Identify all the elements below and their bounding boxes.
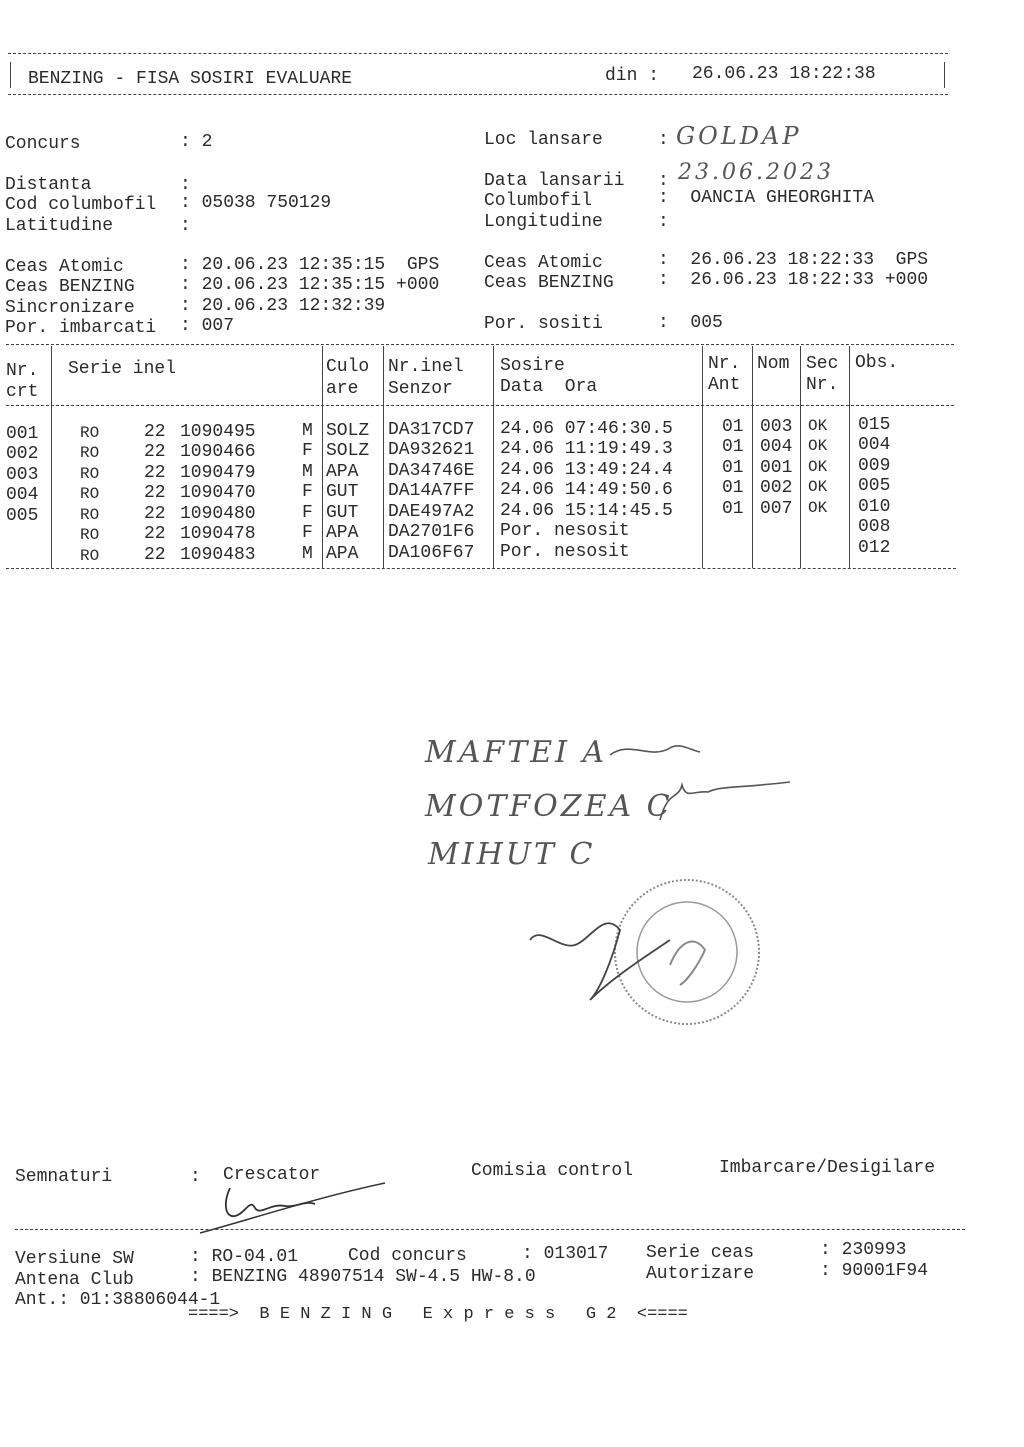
cell-culoare: GUT bbox=[326, 482, 359, 502]
latitudine-label: Latitudine bbox=[5, 216, 114, 236]
cell-inel: 1090480 bbox=[180, 504, 256, 524]
th-sec-nr: Nr. bbox=[806, 375, 839, 395]
sincronizare-label: Sincronizare bbox=[5, 298, 135, 318]
semnaturi-label: Semnaturi bbox=[15, 1167, 113, 1187]
cell-sosire: 24.06 14:49:50.6 bbox=[500, 480, 673, 500]
cell-sec: OK bbox=[808, 499, 828, 517]
data-lansarii-value: : bbox=[658, 171, 669, 191]
antena-club-value: : BENZING 48907514 SW-4.5 HW-8.0 bbox=[190, 1267, 536, 1287]
cell-nom: 004 bbox=[760, 437, 793, 457]
cell-sex: M bbox=[302, 421, 313, 441]
cell-sec: OK bbox=[808, 478, 828, 496]
por-imbarcati-value: : 007 bbox=[180, 316, 235, 336]
cell-inel: 1090483 bbox=[180, 545, 256, 565]
cell-ant: 01 bbox=[722, 437, 744, 457]
cell-nr: 004 bbox=[6, 485, 39, 505]
cell-obs: 004 bbox=[858, 435, 891, 455]
por-imbarcati-label: Por. imbarcati bbox=[5, 318, 157, 338]
comisia-control-label: Comisia control bbox=[471, 1161, 634, 1181]
cell-ant: 01 bbox=[722, 458, 744, 478]
cell-sex: F bbox=[302, 482, 313, 502]
th-obs: Obs. bbox=[855, 353, 899, 373]
cell-sosire: 24.06 15:14:45.5 bbox=[500, 501, 673, 521]
ceas-atomic-right-label: Ceas Atomic bbox=[484, 253, 603, 273]
th-serie-inel: Serie inel bbox=[68, 359, 177, 379]
cell-sex: M bbox=[302, 462, 313, 482]
latitudine-value: : bbox=[180, 216, 191, 236]
versiune-sw-value: : RO-04.01 bbox=[190, 1247, 299, 1267]
ceas-benzing-right-label: Ceas BENZING bbox=[484, 273, 614, 293]
col-sep bbox=[493, 346, 494, 568]
cell-sosire: 24.06 07:46:30.5 bbox=[500, 419, 673, 439]
distanta-label: Distanta bbox=[5, 175, 92, 195]
cell-nr: 005 bbox=[6, 506, 39, 526]
col-sep bbox=[383, 346, 384, 568]
din-value: 26.06.23 18:22:38 bbox=[692, 64, 876, 84]
cell-an: 22 bbox=[144, 545, 166, 565]
versiune-sw-label: Versiune SW bbox=[15, 1249, 134, 1269]
cell-an: 22 bbox=[144, 483, 166, 503]
cell-senzor: DAE497A2 bbox=[388, 502, 475, 522]
col-sep bbox=[702, 346, 703, 568]
cell-culoare: APA bbox=[326, 523, 359, 543]
cell-sex: M bbox=[302, 544, 313, 564]
autorizare-label: Autorizare bbox=[646, 1264, 755, 1284]
cell-sex: F bbox=[302, 503, 313, 523]
cell-obs: 008 bbox=[858, 517, 891, 537]
cod-concurs-value: : 013017 bbox=[522, 1244, 609, 1264]
th-nr-crt-2: crt bbox=[6, 382, 39, 402]
cell-culoare: APA bbox=[326, 462, 359, 482]
cell-nr: 001 bbox=[6, 424, 39, 444]
loc-lansare-handwritten: GOLDAP bbox=[676, 122, 802, 150]
antena-club-label: Antena Club bbox=[15, 1270, 134, 1290]
serie-ceas-value: : 230993 bbox=[820, 1240, 907, 1260]
signature-stroke bbox=[226, 1188, 315, 1216]
cell-tara: RO bbox=[80, 444, 100, 462]
handwritten-name: MIHUT C bbox=[428, 837, 596, 872]
cell-culoare: APA bbox=[326, 544, 359, 564]
cell-senzor: DA34746E bbox=[388, 461, 475, 481]
loc-lansare-value: : bbox=[658, 130, 669, 150]
cell-culoare: SOLZ bbox=[326, 441, 370, 461]
cell-sosire: 24.06 11:19:49.3 bbox=[500, 439, 673, 459]
ceas-atomic-right-value: : 26.06.23 18:22:33 GPS bbox=[658, 250, 929, 270]
cell-an: 22 bbox=[144, 524, 166, 544]
cell-ant: 01 bbox=[722, 417, 744, 437]
imbarcare-desigilare-label: Imbarcare/Desigilare bbox=[719, 1158, 936, 1178]
cell-culoare: GUT bbox=[326, 503, 359, 523]
cell-tara: RO bbox=[80, 526, 100, 544]
cell-an: 22 bbox=[144, 422, 166, 442]
col-sep bbox=[752, 346, 753, 568]
distanta-value: : bbox=[180, 175, 191, 195]
cell-obs: 005 bbox=[858, 476, 891, 496]
cell-sec: OK bbox=[808, 417, 828, 435]
crescator-label: Crescator bbox=[223, 1165, 321, 1185]
cell-sex: F bbox=[302, 523, 313, 543]
th-culoare: Culo bbox=[326, 357, 370, 377]
cell-tara: RO bbox=[80, 485, 100, 503]
cell-sec: OK bbox=[808, 437, 828, 455]
cell-nom: 003 bbox=[760, 417, 793, 437]
concurs-value: : 2 bbox=[180, 132, 213, 152]
header-bottom-rule bbox=[8, 94, 948, 95]
col-sep bbox=[800, 346, 801, 568]
ceas-benzing-right-value: : 26.06.23 18:22:33 +000 bbox=[658, 270, 929, 290]
footer-top-rule bbox=[15, 1229, 965, 1230]
columbofil-value: : OANCIA GHEORGHITA bbox=[658, 188, 875, 208]
th-culoare-2: are bbox=[326, 379, 359, 399]
benzing-express-banner: ====> B E N Z I N G E x p r e s s G 2 <==== bbox=[188, 1305, 688, 1324]
loc-lansare-label: Loc lansare bbox=[484, 130, 603, 150]
din-label: din : bbox=[605, 66, 660, 86]
columbofil-label: Columbofil bbox=[484, 191, 593, 211]
official-stamp bbox=[520, 870, 780, 1040]
cell-inel: 1090479 bbox=[180, 463, 256, 483]
signature-underline bbox=[200, 1183, 385, 1233]
ceas-benzing-left-label: Ceas BENZING bbox=[5, 277, 135, 297]
cell-obs: 012 bbox=[858, 538, 891, 558]
cell-sosire: Por. nesosit bbox=[500, 521, 630, 541]
ceas-atomic-left-value: : 20.06.23 12:35:15 GPS bbox=[180, 255, 440, 275]
longitudine-value: : bbox=[658, 212, 669, 232]
cell-an: 22 bbox=[144, 463, 166, 483]
serie-ceas-label: Serie ceas bbox=[646, 1243, 755, 1263]
longitudine-label: Longitudine bbox=[484, 212, 603, 232]
cell-sosire: 24.06 13:49:24.4 bbox=[500, 460, 673, 480]
cell-senzor: DA932621 bbox=[388, 440, 475, 460]
col-sep bbox=[322, 346, 323, 568]
ceas-atomic-left-label: Ceas Atomic bbox=[5, 257, 124, 277]
cod-concurs-label: Cod concurs bbox=[348, 1246, 467, 1266]
data-lansarii-label: Data lansarii bbox=[484, 171, 625, 191]
cell-sex: F bbox=[302, 441, 313, 461]
cell-senzor: DA14A7FF bbox=[388, 481, 475, 501]
handwritten-name: MOTFOZEA C bbox=[425, 789, 673, 824]
por-sositi-value: : 005 bbox=[658, 313, 723, 333]
th-nom: Nom bbox=[757, 354, 790, 374]
cell-inel: 1090470 bbox=[180, 483, 256, 503]
col-sep bbox=[51, 346, 52, 568]
col-sep bbox=[849, 346, 850, 568]
cell-obs: 010 bbox=[858, 497, 891, 517]
cell-culoare: SOLZ bbox=[326, 421, 370, 441]
cell-senzor: DA317CD7 bbox=[388, 420, 475, 440]
cell-nom: 007 bbox=[760, 499, 793, 519]
antenna-id: Ant.: 01:38806044-1 bbox=[15, 1290, 221, 1310]
th-data-ora: Data Ora bbox=[500, 377, 598, 397]
th-nr-inel: Nr.inel bbox=[388, 357, 464, 377]
cell-nom: 001 bbox=[760, 458, 793, 478]
autorizare-value: : 90001F94 bbox=[820, 1261, 929, 1281]
cell-tara: RO bbox=[80, 424, 100, 442]
data-lansarii-handwritten: 23.06.2023 bbox=[678, 160, 834, 185]
th-senzor: Senzor bbox=[388, 379, 453, 399]
th-ant: Ant bbox=[708, 375, 741, 395]
cell-inel: 1090466 bbox=[180, 442, 256, 462]
th-nr-ant: Nr. bbox=[708, 354, 741, 374]
cod-columbofil-label: Cod columbofil bbox=[5, 195, 157, 215]
signature-scribble bbox=[610, 746, 700, 755]
cell-sosire: Por. nesosit bbox=[500, 542, 630, 562]
table-bottom-rule bbox=[6, 568, 956, 569]
ceas-benzing-left-value: : 20.06.23 12:35:15 +000 bbox=[180, 275, 440, 295]
stamp-signature bbox=[530, 923, 670, 1000]
cell-nr: 002 bbox=[6, 444, 39, 464]
header-left-border bbox=[10, 62, 11, 88]
cell-inel: 1090495 bbox=[180, 422, 256, 442]
por-sositi-label: Por. sositi bbox=[484, 314, 603, 334]
name-signatures bbox=[590, 730, 800, 850]
th-sec: Sec bbox=[806, 354, 839, 374]
header-right-border bbox=[944, 62, 945, 88]
cod-columbofil-value: : 05038 750129 bbox=[180, 193, 332, 213]
cell-ant: 01 bbox=[722, 499, 744, 519]
concurs-label: Concurs bbox=[5, 134, 81, 154]
cell-tara: RO bbox=[80, 547, 100, 565]
cell-nom: 002 bbox=[760, 478, 793, 498]
cell-nr: 003 bbox=[6, 465, 39, 485]
cell-obs: 009 bbox=[858, 456, 891, 476]
cell-senzor: DA106F67 bbox=[388, 543, 475, 563]
table-header-rule bbox=[6, 405, 954, 406]
sincronizare-value: : 20.06.23 12:32:39 bbox=[180, 296, 386, 316]
signature-scribble bbox=[660, 782, 790, 820]
cell-tara: RO bbox=[80, 465, 100, 483]
cell-obs: 015 bbox=[858, 415, 891, 435]
table-top-rule bbox=[6, 344, 954, 345]
cell-senzor: DA2701F6 bbox=[388, 522, 475, 542]
th-sosire: Sosire bbox=[500, 356, 565, 376]
semnaturi-colon: : bbox=[190, 1167, 201, 1187]
cell-tara: RO bbox=[80, 506, 100, 524]
header-top-rule bbox=[8, 53, 948, 54]
cell-an: 22 bbox=[144, 442, 166, 462]
handwritten-name: MAFTEI A bbox=[425, 735, 608, 770]
page-title: BENZING - FISA SOSIRI EVALUARE bbox=[28, 69, 353, 89]
th-nr-crt: Nr. bbox=[6, 361, 39, 381]
cell-sec: OK bbox=[808, 458, 828, 476]
cell-ant: 01 bbox=[722, 478, 744, 498]
cell-an: 22 bbox=[144, 504, 166, 524]
cell-inel: 1090478 bbox=[180, 524, 256, 544]
stamp-emblem bbox=[670, 942, 705, 985]
